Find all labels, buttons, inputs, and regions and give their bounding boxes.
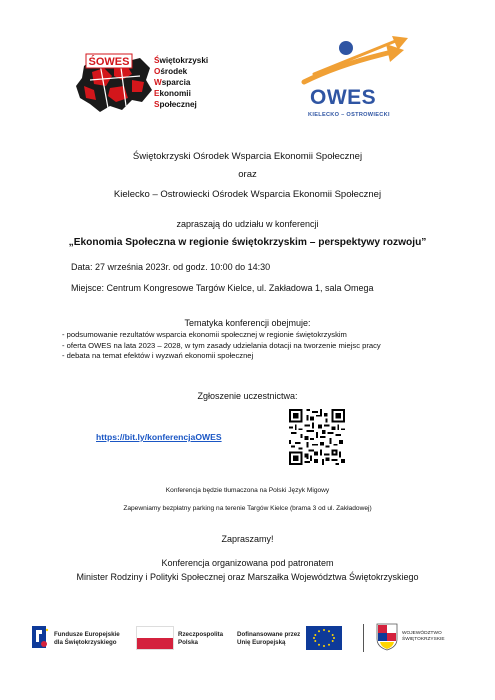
sowes-word: Ośrodek [154,67,188,76]
voivodeship-coat-of-arms-icon [376,623,398,651]
poland-line: Rzeczpospolita [178,631,224,638]
eu-flag-icon [306,626,342,650]
poland-text [178,631,223,646]
parking-note: Zapewniamy bezpłatny parking na terenie Targów Kielce (brama 3 od ul. Zakładowej) [123,505,372,512]
topic-item: - debata na temat efektów i wyzwań ekonomii społecznej [62,351,254,360]
conference-place: Miejsce: Centrum Kongresowe Targów Kielce, ul. Zakładowa 1, sala Omega [71,283,374,293]
conference-title: „Ekonomia Społeczna w regionie świętokrzyskim – perspektywy rozwoju” [68,237,427,248]
sowes-map-icon [70,46,154,118]
owes-arrows-icon [300,36,412,88]
owes-logo [300,36,412,126]
topics-list [62,330,381,362]
organizer-conjunction: oraz [238,169,257,180]
sowes-wordmark [154,55,208,110]
sowes-word: Ekonomii [154,89,191,98]
owes-logo-subtext: KIELECKO – OSTROWIECKI [308,112,390,118]
voivodeship-line: ŚWIĘTOKRZYSKIE [402,637,445,642]
conference-date: Data: 27 września 2023r. od godz. 10:00 do 14:30 [71,262,271,272]
owes-logo-text: OWES [310,86,377,109]
eu-cofinanced-line: Dofinansowane przez [237,631,301,638]
footer-logos [30,620,470,656]
eu-funds-line: Fundusze Europejskie [54,631,120,638]
topic-item: - oferta OWES na lata 2023 – 2028, w tym zasady udzielania dotacji na tworzenie miejsc pracy [62,340,381,350]
voivodeship-line: WOJEWÓDZTWO [402,631,442,636]
poland-line: Polska [178,638,198,646]
eu-cofinanced-line: Unię Europejską [237,638,286,646]
translation-note: Konferencja będzie tłumaczona na Polski Język Migowy [165,487,330,494]
eu-funds-text [54,631,120,646]
patronage-line-1: Konferencja organizowana pod patronatem [161,558,334,568]
eu-funds-line: dla Świętokrzyskiego [54,638,117,646]
organizer-2: Kielecko – Ostrowiecki Ośrodek Wsparcia Ekonomii Społecznej [113,189,382,200]
registration-heading: Zgłoszenie uczestnictwa: [197,391,298,401]
topic-item: - podsumowanie rezultatów wsparcia ekonomii społecznej w regionie świętokrzyskim [62,330,347,339]
closing-invite: Zapraszamy! [221,534,274,544]
footer-divider [363,624,364,652]
sowes-map-label: ŚOWES [88,56,130,68]
sowes-logo [70,46,250,118]
patronage-line-2: Minister Rodziny i Polityki Społecznej oraz Marszałka Województwa Świętokrzyskiego [76,572,419,582]
eu-cofinanced-text [237,631,300,646]
sowes-word: Świętokrzyski [154,56,209,65]
sowes-word: Wsparcia [154,78,191,87]
eu-funds-icon [30,624,50,650]
registration-qr-code[interactable] [289,409,345,465]
sowes-word: Społecznej [154,100,197,109]
registration-link[interactable]: https://bit.ly/konferencjaOWES [96,432,222,442]
topics-heading: Tematyka konferencji obejmuje: [184,318,311,328]
voivodeship-text [402,631,445,643]
organizer-1: Świętokrzyski Ośrodek Wsparcia Ekonomii Społecznej [132,151,363,162]
invite-line: zapraszają do udziału w konferencji [176,219,319,229]
poland-flag-icon [136,626,174,650]
